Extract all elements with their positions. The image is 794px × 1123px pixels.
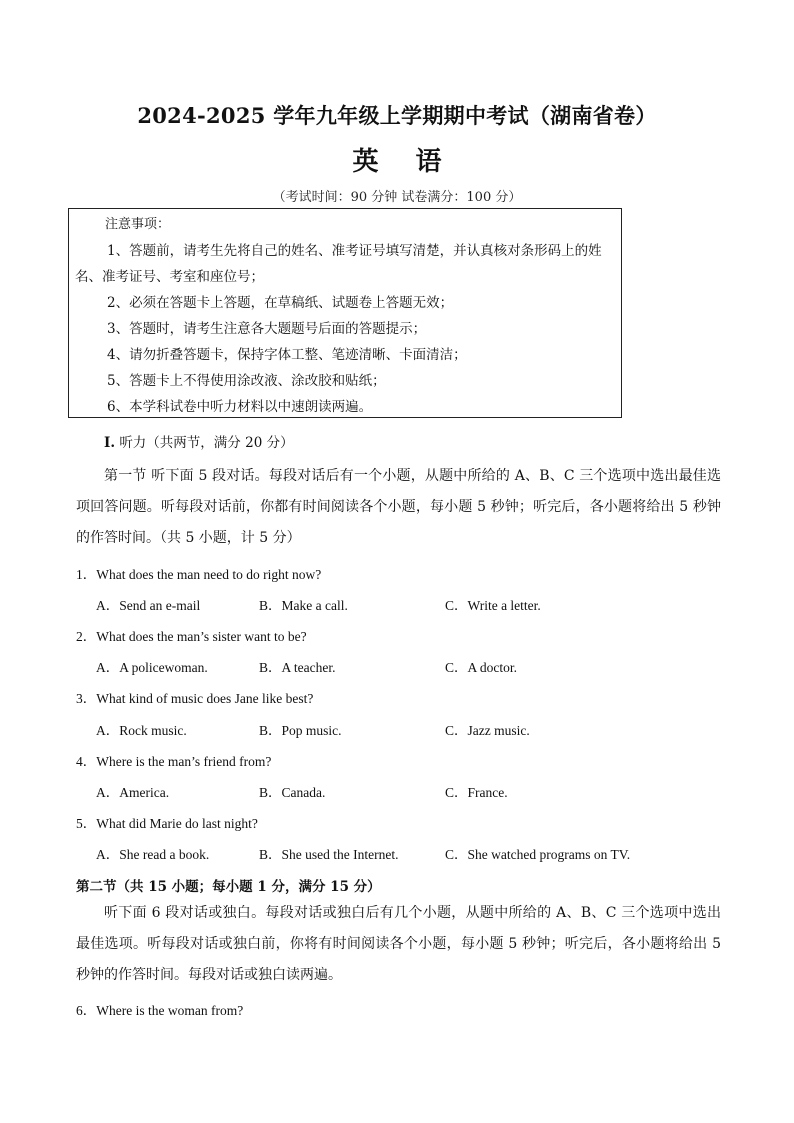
option-c: C．She watched programs on TV. [445,847,631,862]
notice-item: 6、本学科试卷中听力材料以中速朗读两遍。 [107,399,373,415]
subject-title: 英 语 [352,147,456,177]
exam-info: （考试时间：90 分钟 试卷满分：100 分） [272,190,522,205]
notice-title: 注意事项： [105,217,171,232]
question-stem: 3．What kind of music does Jane like best? [76,691,314,706]
option-b: B．Pop music. [259,723,342,738]
question-stem: 5．What did Marie do last night? [76,816,258,831]
question-stem: 6．Where is the woman from? [76,1003,244,1018]
option-c: C．Jazz music. [445,723,530,738]
section-heading-text: 听力（共两节，满分 20 分） [119,435,294,451]
option-c: C．Write a letter. [445,598,541,613]
option-b: B．Make a call. [259,598,348,613]
page-title: 2024-2025 学年九年级上学期期中考试（湖南省卷） [137,103,657,128]
option-a: A．She read a book. [96,847,210,862]
option-b: B．Canada. [259,785,326,800]
notice-box [68,208,622,418]
option-c: C．France. [445,785,508,800]
question-stem: 2．What does the man’s sister want to be? [76,629,307,644]
question-stem: 1．What does the man need to do right now? [76,567,322,582]
option-b: B．She used the Internet. [259,847,399,862]
section-heading [104,431,294,451]
question-stem: 4．Where is the man’s friend from? [76,754,272,769]
option-c: C．A doctor. [445,660,518,675]
notice-item: 3、答题时，请考生注意各大题题号后面的答题提示； [107,321,427,337]
notice-item: 1、答题前，请考生先将自己的姓名、准考证号填写清楚，并认真核对条形码上的姓名、准考证号、考室和座位号； [75,243,602,285]
notice-item: 4、请勿折叠答题卡，保持字体工整、笔迹清晰、卡面清洁； [107,347,467,363]
option-a: A．Send an e-mail [96,598,201,613]
option-b: B．A teacher. [259,660,336,675]
part1-instructions: 第一节 听下面 5 段对话。每段对话后有一个小题，从题中所给的 A、B、C 三个选项中选出最佳选项回答问题。听每段对话前，你都有时间阅读各个小题，每小题 5 秒钟；听完后，各小题将给出 5 秒钟的作答时间。（共 5 小题，计 5 分） [76,468,721,546]
section-number: I. [104,435,116,451]
option-a: A．Rock music. [96,723,187,738]
notice-item: 2、必须在答题卡上答题，在草稿纸、试题卷上答题无效； [107,295,454,311]
option-a: A．America. [96,785,170,800]
part2-heading: 第二节（共 15 小题；每小题 1 分，满分 15 分） [76,879,381,895]
part2-instructions: 听下面 6 段对话或独白。每段对话或独白后有几个小题，从题中所给的 A、B、C 三个选项中选出最佳选项。听每段对话或独白前，你将有时间阅读各个小题，每小题 5 秒钟；听完后，各小题将给出 5 秒钟的作答时间。每段对话或独白读两遍。 [76,905,721,983]
option-a: A．A policewoman. [96,660,208,675]
notice-item: 5、答题卡上不得使用涂改液、涂改胶和贴纸； [107,373,386,389]
